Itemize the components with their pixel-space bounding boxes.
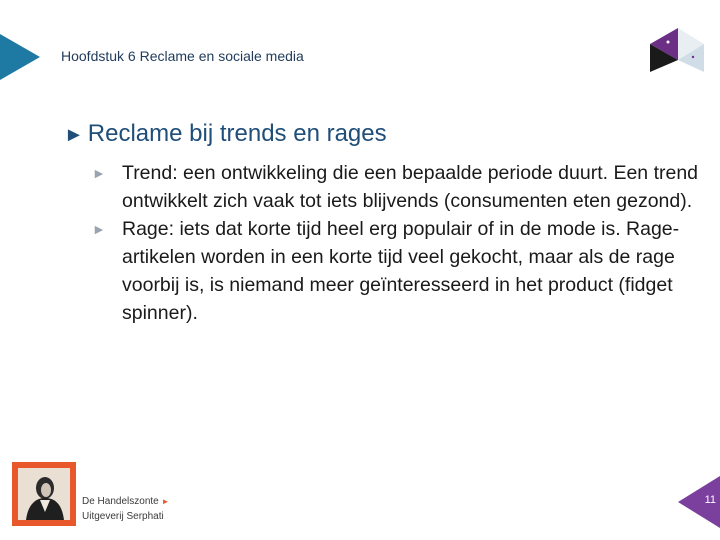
page-number: 11 [704, 494, 716, 506]
bullet-list [92, 159, 704, 327]
publisher-line-2: Uitgeverij Serphati [82, 511, 164, 522]
publisher-line-1: De Handelszonte [82, 496, 159, 507]
list-item [92, 159, 704, 215]
publisher-arrow-icon: ► [161, 497, 170, 506]
publisher-corner-logo [646, 26, 704, 74]
heading-arrow-icon: ► [64, 124, 84, 146]
bullet-text: Trend: een ontwikkeling die een bepaalde periode duurt. Een trend ontwikkelt zich vaak tot iets blijvends (consumenten eten gezond). [122, 162, 699, 212]
slide-heading [64, 120, 387, 148]
portrait-image [18, 468, 70, 520]
bullet-arrow-icon: ► [92, 221, 106, 237]
bullet-text: Rage: iets dat korte tijd heel erg populair of in de mode is. Rage-artikelen worden in een korte tijd veel gekocht, maar als de rage voorbij is, is niemand meer geïnteresseerd in het product (fidget spinner). [122, 218, 680, 324]
bullet-arrow-icon: ► [92, 165, 106, 181]
publisher-name [82, 494, 169, 524]
chapter-title: Hoofdstuk 6 Reclame en sociale media [61, 48, 304, 64]
list-item [92, 215, 704, 327]
publisher-portrait-logo [12, 462, 76, 526]
header-accent-triangle [0, 34, 40, 80]
portrait-icon [18, 468, 70, 520]
slide-heading-text: Reclame bij trends en rages [87, 120, 387, 147]
